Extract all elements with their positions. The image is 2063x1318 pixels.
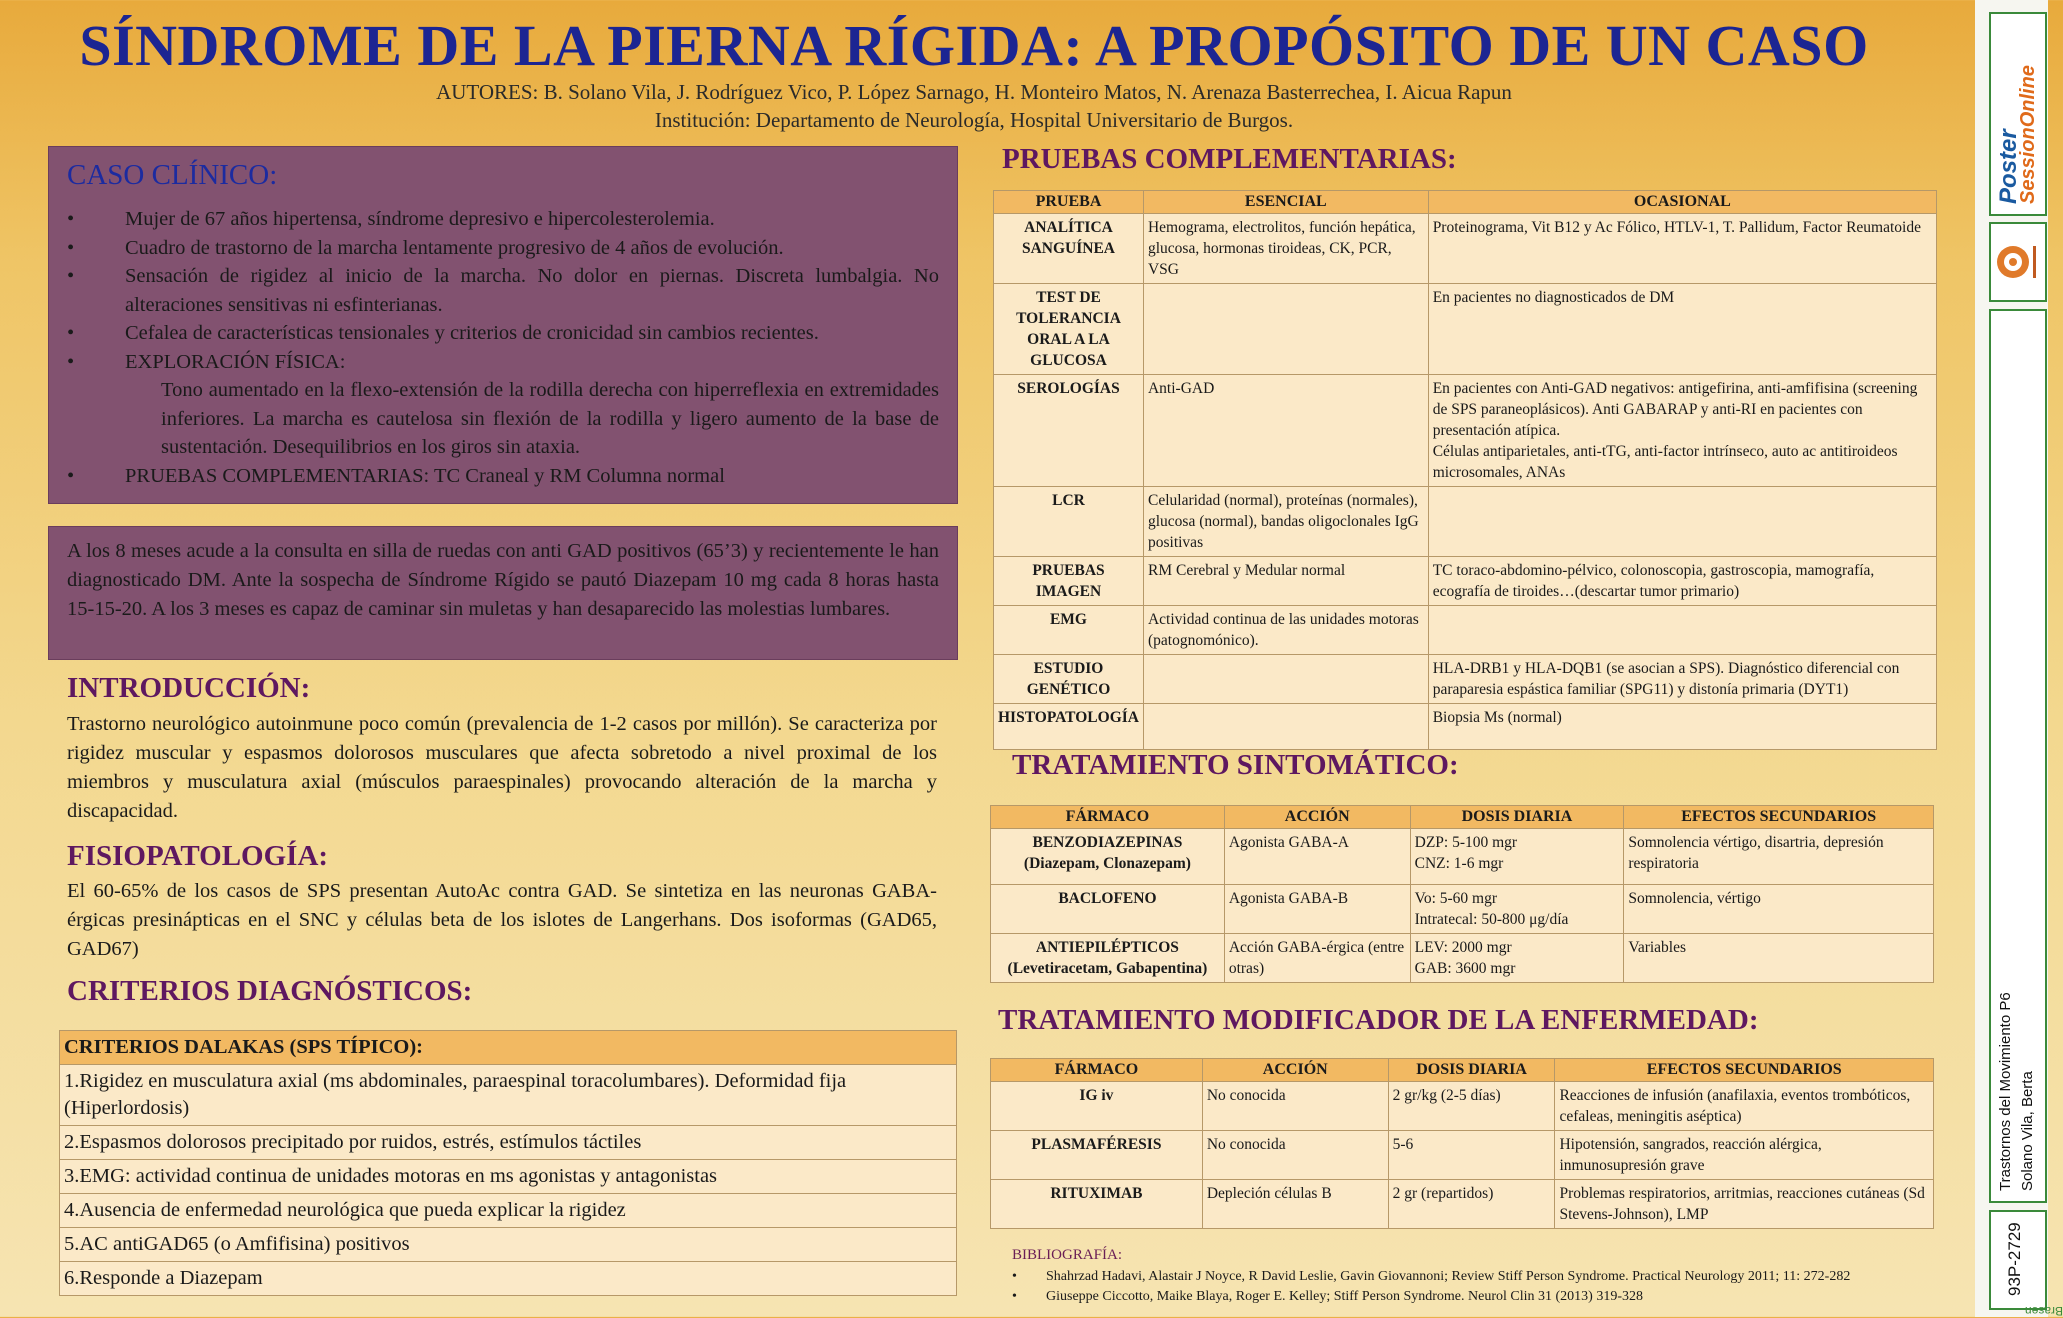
table-row: 3.EMG: actividad continua de unidades motoras en ms agonistas y antagonistas — [60, 1160, 957, 1194]
case-box — [48, 146, 958, 504]
column-header: OCASIONAL — [1428, 191, 1936, 214]
followup-box — [48, 526, 958, 660]
authors: AUTORES: B. Solano Vila, J. Rodríguez Vico, P. López Sarnago, H. Monteiro Matos, N. Arenaza Basterrechea, I. Aicua Rapun — [436, 80, 1512, 104]
table-row: ESTUDIO GENÉTICO HLA-DRB1 y HLA-DQB1 (se asocian a SPS). Diagnóstico diferencial con paraparesia espástica familiar (SPG11) y distonía primaria (DYT1) — [994, 655, 1937, 704]
sintomatico-heading: TRATAMIENTO SINTOMÁTICO: — [1012, 749, 1459, 781]
table-row: BACLOFENO Agonista GABA-B Vo: 5-60 mgr Intratecal: 50-800 μg/día Somnolencia, vértigo — [991, 885, 1934, 934]
table-row: 1.Rigidez en musculatura axial (ms abdominales, paraespinal toracolumbares). Deformidad fija (Hiperlordosis) — [60, 1065, 957, 1126]
list-item: • Sensación de rigidez al inicio de la marcha. No dolor en piernas. Discreta lumbalgia. No alteraciones sensitivas ni esfinterianas. — [67, 265, 939, 316]
table-row: 4.Ausencia de enfermedad neurológica que pueda explicar la rigidez — [60, 1194, 957, 1228]
table-row: 6.Responde a Diazepam — [60, 1262, 957, 1296]
poster-title: SÍNDROME DE LA PIERNA RÍGIDA: A PROPÓSITO DE UN CASO — [79, 13, 1869, 78]
table-row: ANALÍTICA SANGUÍNEA Hemograma, electrolitos, función hepática, glucosa, hormonas tiroideas, CK, PCR, VSG Proteinograma, Vit B12 y Ac Fólico, HTLV-1, T. Pallidum, Factor Reumatoide — [994, 214, 1937, 284]
criterios-table — [59, 1030, 957, 1296]
pruebas-table — [993, 190, 1937, 750]
table-row: RITUXIMAB Depleción células B 2 gr (repartidos) Problemas respiratorios, arritmias, reacciones cutáneas (Sd Stevens-Johnson), LMP — [991, 1180, 1934, 1229]
table-row: SEROLOGÍAS Anti-GAD En pacientes con Anti-GAD negativos: antigefirina, anti-amfifisina (screening de SPS paraneoplásicos). Anti GABARAP y anti-RI en pacientes con presentación atípica. Células antiparietales, anti-tTG, anti-factor intrínseco, auto ac antitiroideos microsomales, ANAs — [994, 375, 1937, 487]
brand-text: Brasen — [2025, 1304, 2063, 1318]
poster-code: 93P-2729 — [2005, 1222, 2024, 1296]
session-info-box — [1989, 309, 2047, 1203]
table-row: HISTOPATOLOGÍA Biopsia Ms (normal) — [994, 704, 1937, 750]
biblio-item: • Giuseppe Ciccotto, Maike Blaya, Roger E. Kelley; Stiff Person Syndrome. Neurol Clin 31 (2013) 319-328 — [1012, 1289, 1643, 1304]
criterios-header: CRITERIOS DALAKAS (SPS TÍPICO): — [60, 1031, 957, 1065]
intro-text: Trastorno neurológico autoinmune poco común (prevalencia de 1-2 casos por millón). Se caracteriza por rigidez muscular y espasmos dolorosos musculares que afecta sobretodo a nivel proximal de los miembros y musculatura axial (músculos paraespinales) provocando alteración de la marcha y discapacidad. — [67, 713, 937, 822]
session-name: Trastornos del Movimiento P6 — [1997, 992, 2014, 1191]
column-header: FÁRMACO — [991, 1059, 1203, 1082]
column-header: EFECTOS SECUNDARIOS — [1624, 806, 1934, 829]
case-list — [67, 205, 939, 490]
column-header: DOSIS DIARIA — [1388, 1059, 1555, 1082]
criterios-heading: CRITERIOS DIAGNÓSTICOS: — [67, 975, 473, 1007]
list-item: • EXPLORACIÓN FÍSICA: — [67, 350, 346, 373]
intro-heading: INTRODUCCIÓN: — [67, 672, 311, 704]
table-row: IG iv No conocida 2 gr/kg (2-5 días) Reacciones de infusión (anafilaxia, eventos trombóticos, cefaleas, meningitis aséptica) — [991, 1082, 1934, 1131]
table-row: ANTIEPILÉPTICOS (Levetiracetam, Gabapentina) Acción GABA-érgica (entre otras) LEV: 2000 mgr GAB: 3600 mgr Variables — [991, 934, 1934, 983]
list-item: • PRUEBAS COMPLEMENTARIAS: TC Craneal y RM Columna normal — [67, 464, 725, 487]
table-row: LCR Celularidad (normal), proteínas (normales), glucosa (normal), bandas oligoclonales IgG positivas — [994, 487, 1937, 557]
society-logo-box — [1989, 222, 2047, 302]
table-row: 2.Espasmos dolorosos precipitado por ruidos, estrés, estímulos táctiles — [60, 1126, 957, 1160]
column-header: FÁRMACO — [991, 806, 1225, 829]
followup-text: A los 8 meses acude a la consulta en silla de ruedas con anti GAD positivos (65’3) y recientemente le han diagnosticado DM. Ante la sospecha de Síndrome Rígido se pautó Diazepam 10 mg cada 8 horas hasta 15-15-20. A los 3 meses es capaz de caminar sin muletas y han desaparecido las molestias lumbares. — [67, 540, 939, 620]
poster-session-logo[interactable] — [1989, 12, 2047, 216]
table-row: EMG Actividad continua de las unidades motoras (patognomónico). — [994, 606, 1937, 655]
column-header: ACCIÓN — [1202, 1059, 1388, 1082]
poster-code-box — [1989, 1210, 2063, 1318]
modificador-table — [990, 1058, 1934, 1229]
table-row: 5.AC antiGAD65 (o Amfifisina) positivos — [60, 1228, 957, 1262]
logo-text-poster: Poster — [1995, 129, 2022, 204]
list-item: • Cefalea de características tensionales y criterios de cronicidad sin cambios recientes. — [67, 322, 819, 344]
case-title: CASO CLÍNICO: — [67, 159, 278, 191]
list-item: • Mujer de 67 años hipertensa, síndrome depresivo e hipercolesterolemia. — [67, 208, 715, 230]
column-header: EFECTOS SECUNDARIOS — [1555, 1059, 1934, 1082]
table-row: PLASMAFÉRESIS No conocida 5-6 Hipotensión, sangrados, reacción alérgica, inmunosupresión grave — [991, 1131, 1934, 1180]
column-header: PRUEBA — [994, 191, 1144, 214]
pruebas-heading: PRUEBAS COMPLEMENTARIAS: — [1002, 143, 1457, 175]
biblio-item: • Shahrzad Hadavi, Alastair J Noyce, R David Leslie, Gavin Giovannoni; Review Stiff Person Syndrome. Practical Neurology 2011; 11: 272-282 — [1012, 1269, 1851, 1284]
logo-text-session: SessionOnline — [2017, 65, 2039, 204]
fisio-text: El 60-65% de los casos de SPS presentan AutoAc contra GAD. Se sintetiza en las neuronas GABA-érgicas presinápticas en el SNC y células beta de los islotes de Langerhans. Dos isoformas (GAD65, GAD67) — [67, 880, 937, 960]
institution: Institución: Departamento de Neurología, Hospital Universitario de Burgos. — [654, 108, 1294, 132]
table-row: PRUEBAS IMAGEN RM Cerebral y Medular normal TC toraco-abdomino-pélvico, colonoscopia, gastroscopia, mamografía, ecografía de tiroides…(descartar tumor primario) — [994, 557, 1937, 606]
list-item: • Cuadro de trastorno de la marcha lentamente progresivo de 4 años de evolución. — [67, 236, 784, 259]
table-row: TEST DE TOLERANCIA ORAL A LA GLUCOSA En pacientes no diagnosticados de DM — [994, 284, 1937, 375]
sidebar — [1975, 0, 2063, 1318]
biblio-title: BIBLIOGRAFÍA: — [1012, 1247, 1123, 1263]
column-header: ESENCIAL — [1143, 191, 1428, 214]
column-header: ACCIÓN — [1224, 806, 1410, 829]
exploracion-text: Tono aumentado en la flexo-extensión de la rodilla derecha con hiperreflexia en extremidades inferiores. La marcha es cautelosa sin flexión de la rodilla y ligero aumento de la base de sustentación. Desequilibrios en los giros sin ataxia. — [161, 379, 939, 458]
modificador-heading: TRATAMIENTO MODIFICADOR DE LA ENFERMEDAD: — [998, 1004, 1759, 1036]
session-author: Solano Vila, Berta — [2019, 1071, 2036, 1191]
sintomatico-table — [990, 805, 1934, 983]
fisio-heading: FISIOPATOLOGÍA: — [67, 840, 329, 872]
column-header: DOSIS DIARIA — [1410, 806, 1624, 829]
table-row: BENZODIAZEPINAS (Diazepam, Clonazepam) Agonista GABA-A DZP: 5-100 mgr CNZ: 1-6 mgr Somnolencia vértigo, disartria, depresión respiratoria — [991, 829, 1934, 885]
society-logo-icon — [1991, 224, 2045, 300]
